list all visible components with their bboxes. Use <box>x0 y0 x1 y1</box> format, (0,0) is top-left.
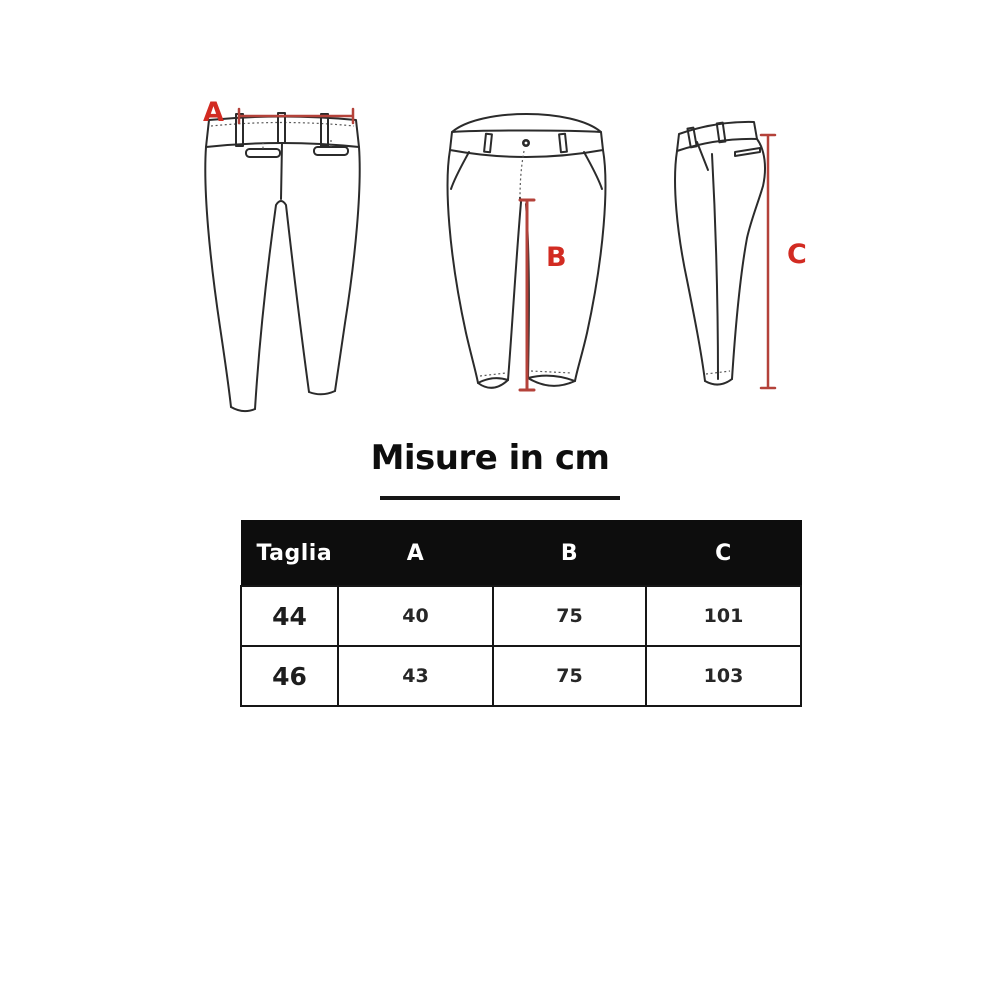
back-pocket-right <box>314 147 348 155</box>
measure-label-b: B <box>546 242 567 273</box>
belt-loop <box>484 134 492 153</box>
pocket-opening <box>697 142 708 170</box>
header-cell-taglia: Taglia <box>241 521 338 587</box>
header-cell-c: C <box>646 521 801 587</box>
header-cell-a: A <box>338 521 493 587</box>
pants-back-view-illustration <box>195 95 370 425</box>
measure-c-line <box>761 135 775 388</box>
right-hem <box>309 391 335 394</box>
pocket-right <box>584 152 602 189</box>
belt-loop <box>559 134 567 153</box>
cell-46-a: 43 <box>338 646 493 706</box>
measure-label-a: A <box>203 97 224 128</box>
pants-back-outline <box>205 113 359 411</box>
cell-46-c: 103 <box>646 646 801 706</box>
left-hem-interior <box>478 378 508 388</box>
waistband-stitch <box>211 123 354 127</box>
fly-stitch <box>520 151 524 198</box>
header-row <box>241 521 801 587</box>
pocket-left <box>451 152 469 189</box>
front-seam <box>675 151 705 381</box>
page-title: Misure in cm <box>370 438 610 478</box>
measure-b-line <box>520 200 534 390</box>
seat-back-seam <box>732 139 765 379</box>
left-hem <box>231 407 255 411</box>
table-row <box>241 586 801 646</box>
header-cell-b: B <box>493 521 646 587</box>
belt-loop <box>717 123 726 143</box>
left-outer-seam <box>205 147 231 407</box>
button-hole <box>525 142 528 145</box>
cell-44-c: 101 <box>646 586 801 646</box>
title-underline <box>380 496 620 500</box>
cell-size-46: 46 <box>241 646 338 706</box>
back-pocket <box>735 148 760 156</box>
cell-44-b: 75 <box>493 586 646 646</box>
center-back-seam <box>281 143 282 199</box>
crease-line <box>712 154 718 379</box>
cell-size-44: 44 <box>241 586 338 646</box>
size-table-header <box>241 521 801 587</box>
table-row <box>241 646 801 706</box>
right-outer-seam <box>335 147 360 391</box>
size-table-body <box>241 586 801 706</box>
waistband-interior <box>452 114 601 132</box>
measure-a-arrow <box>239 109 353 123</box>
measure-label-c: C <box>787 239 807 270</box>
size-table <box>240 520 802 707</box>
right-hem-interior <box>528 376 575 386</box>
inner-leg-seams <box>255 201 309 409</box>
pants-front-view-illustration <box>438 105 615 405</box>
cell-46-b: 75 <box>493 646 646 706</box>
belt-loop <box>321 114 328 146</box>
inner-leg-left <box>508 198 521 380</box>
pants-side-outline <box>675 122 765 385</box>
back-pocket-left <box>246 149 280 157</box>
cell-44-a: 40 <box>338 586 493 646</box>
